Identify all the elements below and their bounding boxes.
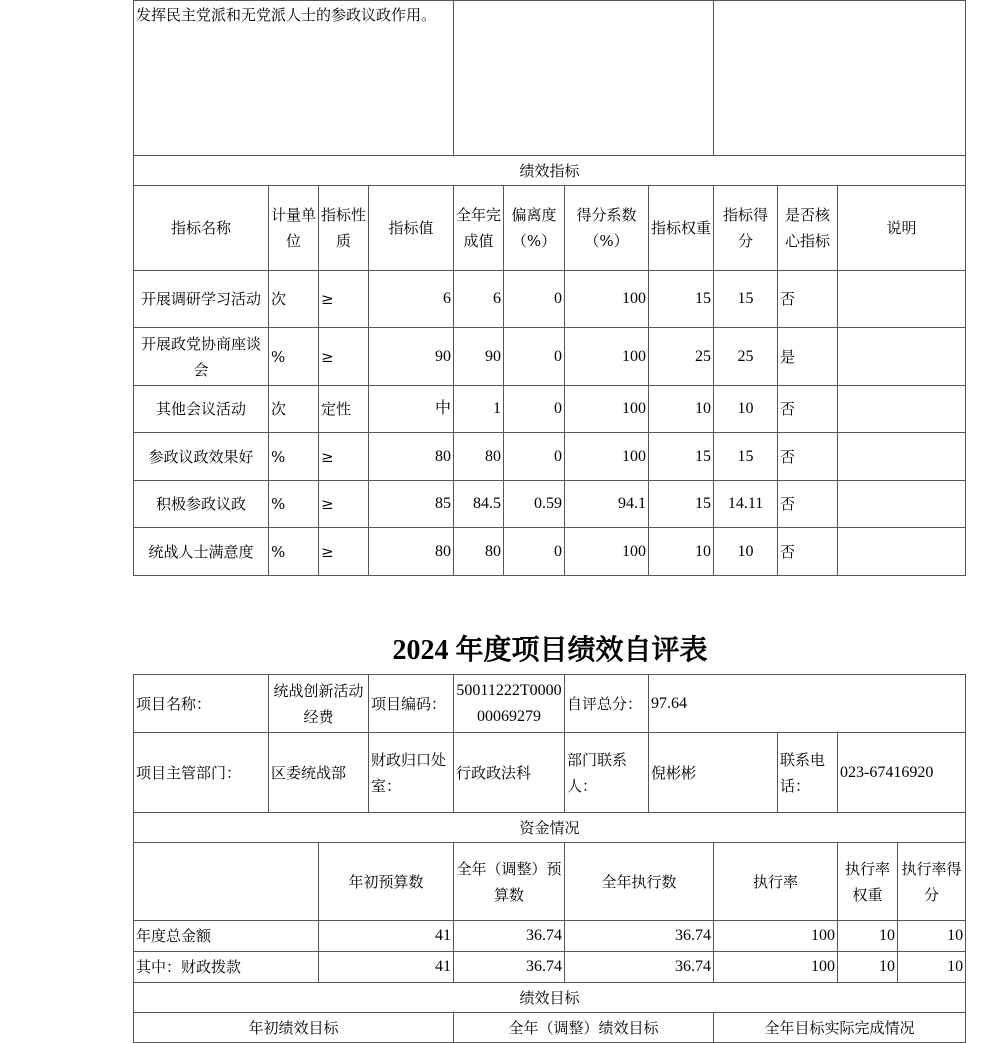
table-cell: 36.74	[454, 921, 565, 952]
project-self-evaluation-table	[133, 674, 966, 1043]
table-cell: 85	[369, 481, 454, 528]
contact-label: 部门联系人：	[565, 733, 649, 813]
table-cell: 否	[778, 433, 838, 481]
table-cell: %	[269, 328, 319, 386]
table-row	[134, 481, 966, 528]
table-cell: 0	[504, 528, 565, 576]
table-cell: 中	[369, 386, 454, 433]
table-cell: 指标性质	[319, 186, 369, 271]
table-cell: %	[269, 433, 319, 481]
goals-header: 全年目标实际完成情况	[714, 1013, 966, 1043]
table-cell	[838, 386, 966, 433]
table-cell: 否	[778, 481, 838, 528]
table-cell	[838, 433, 966, 481]
table-cell: 100	[565, 433, 649, 481]
page-title: 2024 年度项目绩效自评表	[392, 635, 708, 666]
table-cell: 10	[838, 952, 898, 983]
table-cell: 0	[504, 271, 565, 328]
table-cell: 0	[504, 328, 565, 386]
table-cell: 94.1	[565, 481, 649, 528]
table-cell: 100	[714, 952, 838, 983]
empty-cell	[454, 1, 714, 156]
table-cell: 0	[504, 433, 565, 481]
table-cell: 25	[649, 328, 714, 386]
phone: 023-67416920	[838, 733, 966, 813]
table-cell: 年初预算数	[319, 843, 454, 921]
table-cell: 其他会议活动	[134, 386, 269, 433]
table-cell: 全年完成值	[454, 186, 504, 271]
table-cell: 其中：财政拨款	[134, 952, 319, 983]
table-cell: 是	[778, 328, 838, 386]
table-cell: 否	[778, 271, 838, 328]
score-label: 自评总分：	[565, 675, 649, 733]
table-cell: 执行率	[714, 843, 838, 921]
table-cell: 开展政党协商座谈会	[134, 328, 269, 386]
table-cell: 10	[898, 952, 966, 983]
empty-cell	[714, 1, 966, 156]
table-cell: %	[269, 481, 319, 528]
phone-label: 联系电话：	[778, 733, 838, 813]
table-cell: 0	[504, 386, 565, 433]
table-row	[134, 433, 966, 481]
table-cell: 41	[319, 921, 454, 952]
table-cell: 14.11	[714, 481, 778, 528]
project-code-label: 项目编码：	[369, 675, 454, 733]
table-cell: 计量单位	[269, 186, 319, 271]
goals-header: 年初绩效目标	[134, 1013, 454, 1043]
table-cell: 90	[369, 328, 454, 386]
table-cell: 年度总金额	[134, 921, 319, 952]
table-row	[134, 271, 966, 328]
table-cell: 得分系数（%）	[565, 186, 649, 271]
table-cell: 定性	[319, 386, 369, 433]
table-row	[134, 528, 966, 576]
performance-indicator-table	[133, 0, 966, 576]
table-cell: 100	[565, 386, 649, 433]
table-cell: 否	[778, 386, 838, 433]
table-cell: 41	[319, 952, 454, 983]
goals-title: 绩效目标	[134, 983, 966, 1013]
table-cell: 15	[649, 481, 714, 528]
table-cell: 36.74	[565, 952, 714, 983]
table-cell: 偏离度（%）	[504, 186, 565, 271]
table-cell: 6	[454, 271, 504, 328]
table-cell: 指标得分	[714, 186, 778, 271]
table-cell: 100	[565, 271, 649, 328]
table-cell: 0.59	[504, 481, 565, 528]
table-cell: ≥	[319, 528, 369, 576]
table-cell: 100	[714, 921, 838, 952]
table-cell: 次	[269, 386, 319, 433]
table-cell: 10	[649, 528, 714, 576]
table-cell: 36.74	[454, 952, 565, 983]
table-cell: 10	[649, 386, 714, 433]
table-cell: ≥	[319, 433, 369, 481]
table-row	[134, 328, 966, 386]
finance-label: 财政归口处室：	[369, 733, 454, 813]
table-cell: 统战人士满意度	[134, 528, 269, 576]
table-cell: 说明	[838, 186, 966, 271]
table-cell: 10	[898, 921, 966, 952]
table-cell: 指标值	[369, 186, 454, 271]
table-cell: ≥	[319, 271, 369, 328]
table-cell: 指标名称	[134, 186, 269, 271]
table-cell: ≥	[319, 328, 369, 386]
table-cell: %	[269, 528, 319, 576]
table-cell: 15	[714, 433, 778, 481]
dept-label: 项目主管部门：	[134, 733, 269, 813]
table-cell: 次	[269, 271, 319, 328]
table-cell	[838, 271, 966, 328]
table-cell: 是否核心指标	[778, 186, 838, 271]
project-name: 统战创新活动经费	[269, 675, 369, 733]
table-cell: 参政议政效果好	[134, 433, 269, 481]
table-cell: 1	[454, 386, 504, 433]
table-cell: 100	[565, 328, 649, 386]
table-cell	[838, 481, 966, 528]
table-cell	[838, 528, 966, 576]
table-cell: 84.5	[454, 481, 504, 528]
goal-text: 发挥民主党派和无党派人士的参政议政作用。	[134, 1, 454, 156]
table-cell: 全年执行数	[565, 843, 714, 921]
section-title: 绩效指标	[134, 156, 966, 186]
table-cell: 6	[369, 271, 454, 328]
score: 97.64	[649, 675, 966, 733]
table-cell: 15	[649, 271, 714, 328]
table-row	[134, 921, 966, 952]
goals-header: 全年（调整）绩效目标	[454, 1013, 714, 1043]
table-row	[134, 386, 966, 433]
funds-title: 资金情况	[134, 813, 966, 843]
contact: 倪彬彬	[649, 733, 778, 813]
table-row	[134, 952, 966, 983]
table-cell: 80	[454, 433, 504, 481]
finance: 行政政法科	[454, 733, 565, 813]
table-cell: 积极参政议政	[134, 481, 269, 528]
table-cell	[838, 328, 966, 386]
table-cell: 25	[714, 328, 778, 386]
table-cell: 100	[565, 528, 649, 576]
table-cell: 80	[454, 528, 504, 576]
table-cell: 开展调研学习活动	[134, 271, 269, 328]
table-cell: 全年（调整）预算数	[454, 843, 565, 921]
table-cell: 15	[649, 433, 714, 481]
table-cell: 10	[714, 528, 778, 576]
table-cell: 36.74	[565, 921, 714, 952]
table-cell: 80	[369, 433, 454, 481]
table-cell: 指标权重	[649, 186, 714, 271]
table-cell: 15	[714, 271, 778, 328]
table-cell: 否	[778, 528, 838, 576]
table-cell: 执行率得分	[898, 843, 966, 921]
table-cell	[134, 843, 319, 921]
table-cell: ≥	[319, 481, 369, 528]
table-cell: 10	[838, 921, 898, 952]
table-cell: 90	[454, 328, 504, 386]
table-cell: 10	[714, 386, 778, 433]
project-code: 50011222T000000069279	[454, 675, 565, 733]
dept: 区委统战部	[269, 733, 369, 813]
table-cell: 80	[369, 528, 454, 576]
table-cell: 执行率权重	[838, 843, 898, 921]
project-name-label: 项目名称：	[134, 675, 269, 733]
